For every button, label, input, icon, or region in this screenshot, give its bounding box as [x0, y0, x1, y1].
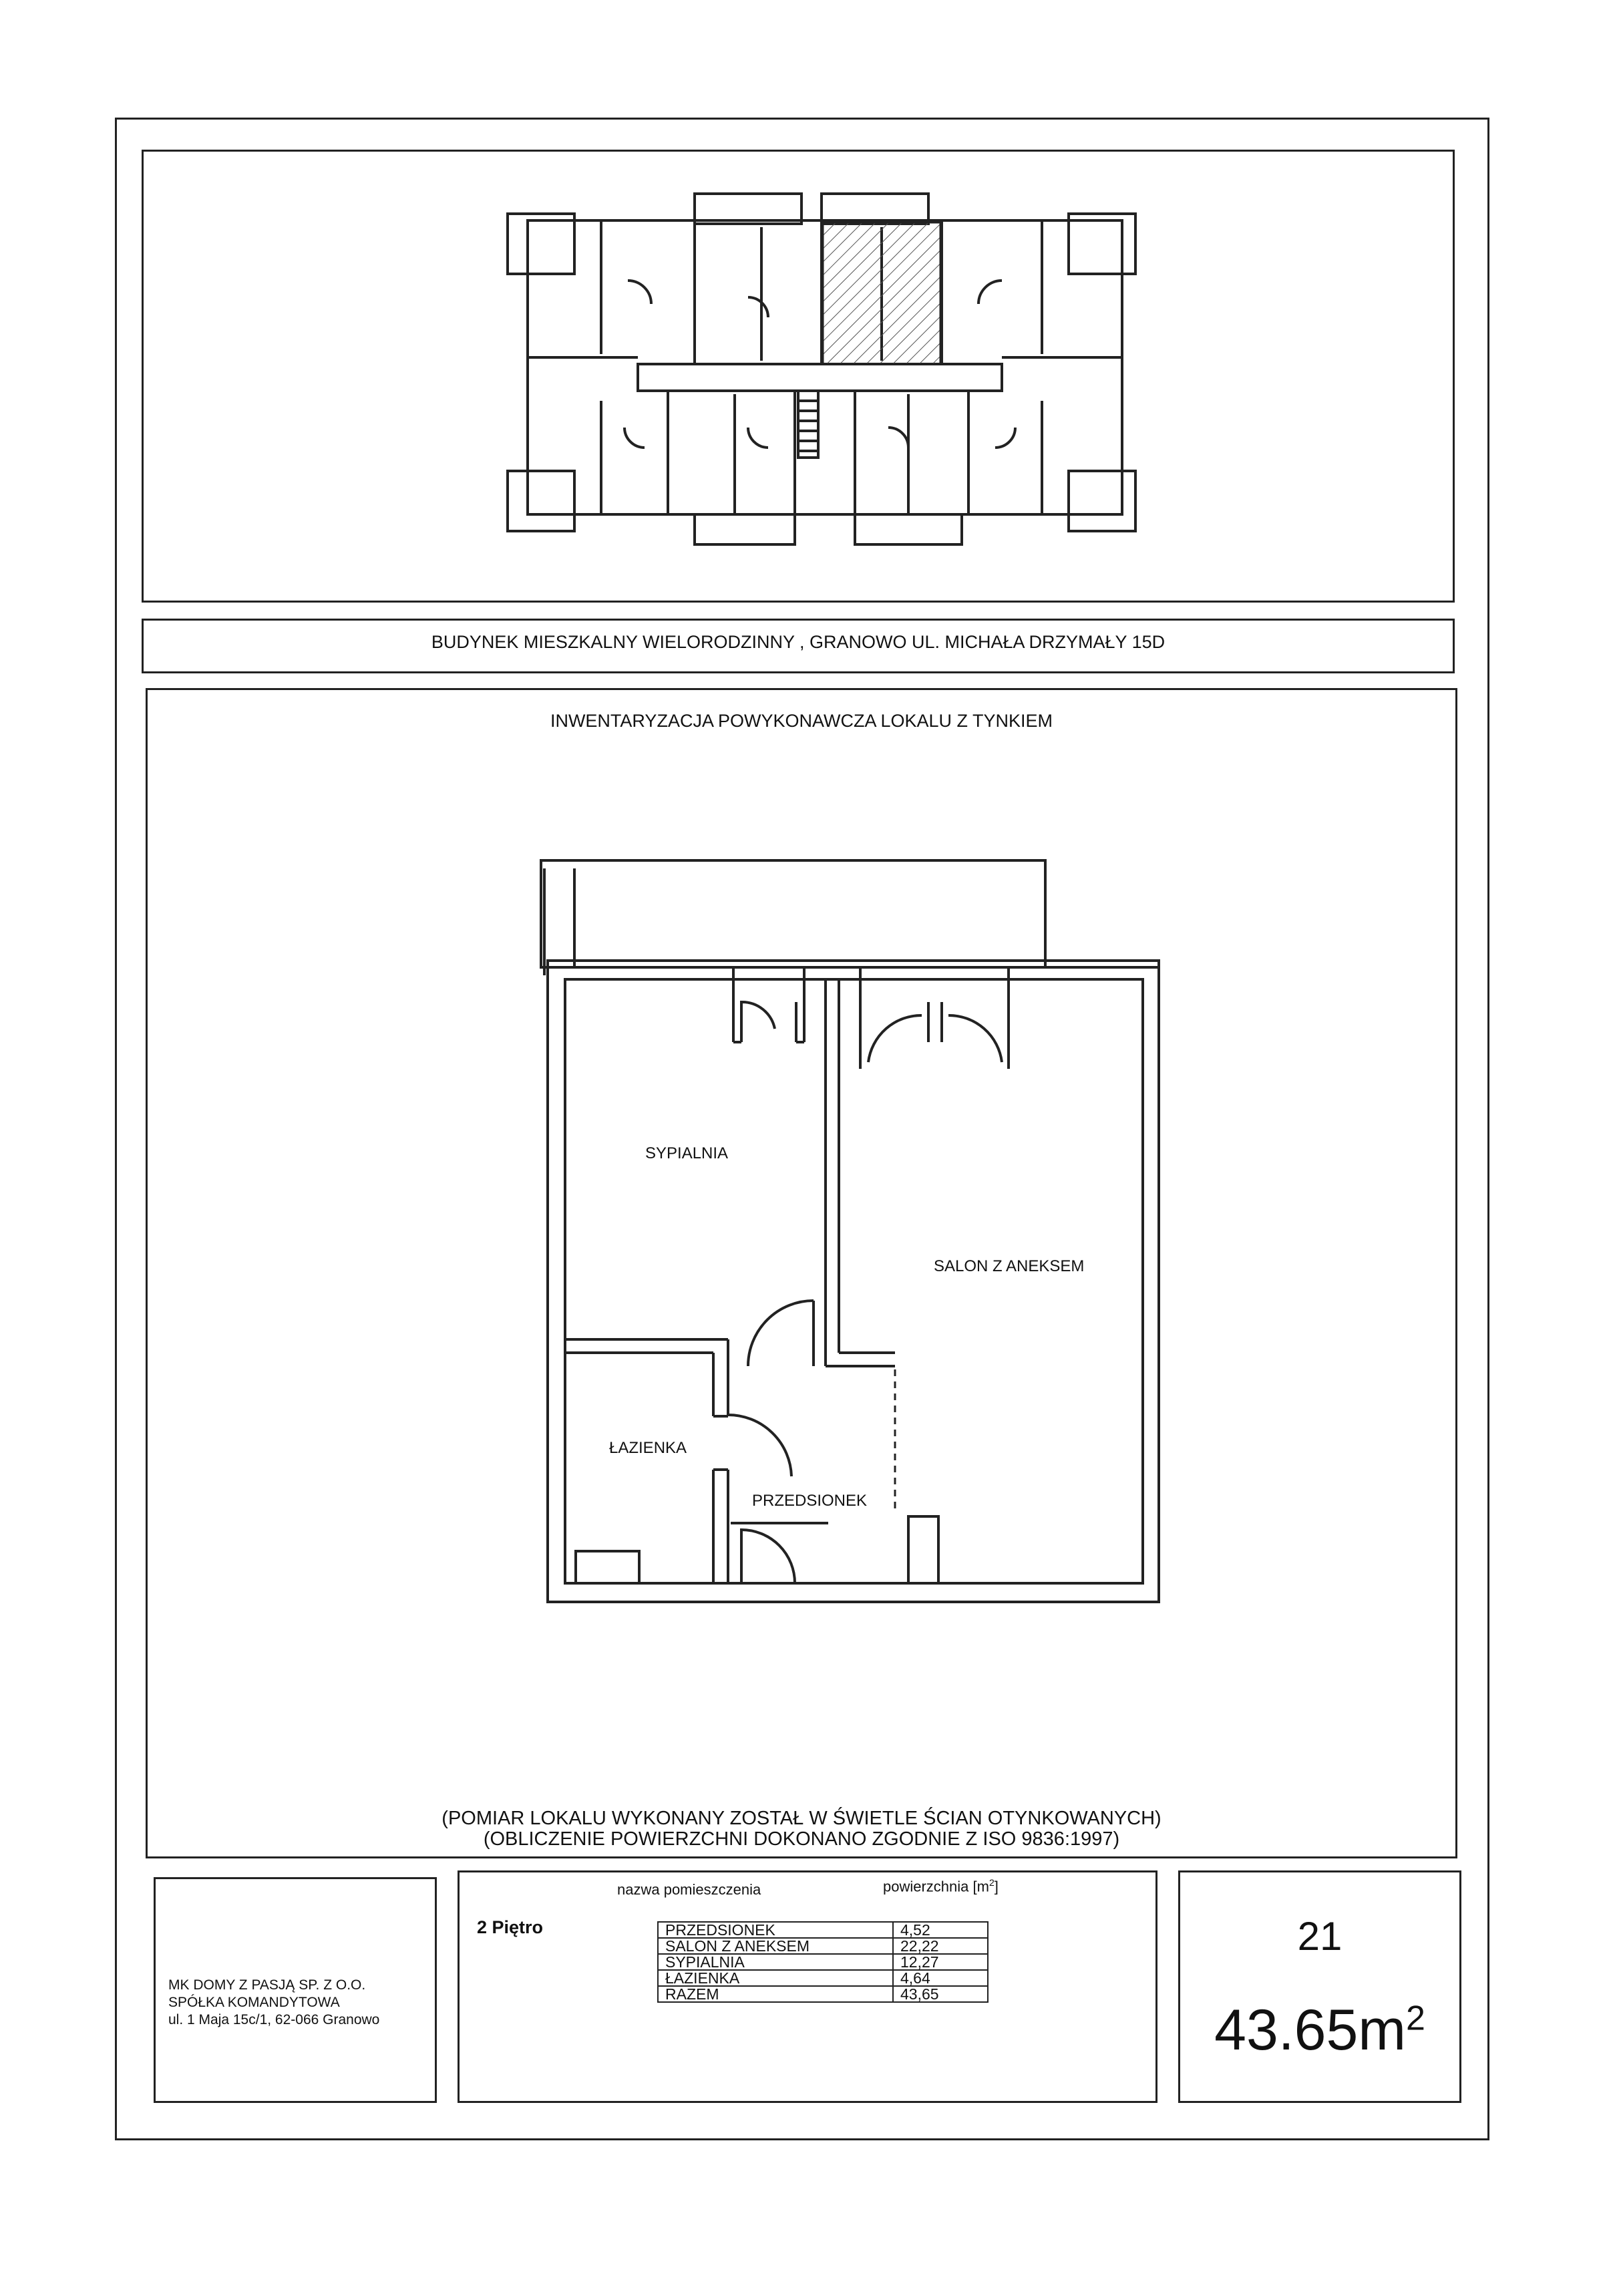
room-name: PRZEDSIONEK — [658, 1922, 893, 1938]
unit-number: 21 — [1297, 1914, 1343, 1959]
company-name: MK DOMY Z PASJĄ SP. Z O.O. — [168, 1977, 366, 1993]
building-title: BUDYNEK MIESZKALNY WIELORODZINNY , GRANOWO UL. MICHAŁA DRZYMAŁY 15D — [431, 632, 1166, 652]
measurement-note-1: (POMIAR LOKALU WYKONANY ZOSTAŁ W ŚWIETLE ŚCIAN OTYNKOWANYCH) — [441, 1808, 1161, 1829]
room-name: ŁAZIENKA — [658, 1970, 893, 1986]
company-type: SPÓŁKA KOMANDYTOWA — [168, 1995, 340, 2010]
room-label-lazienka: ŁAZIENKA — [609, 1439, 687, 1457]
col-header-area: powierzchnia $[m^2]$ — [883, 1877, 999, 1895]
room-label-salon: SALON Z ANEKSEM — [934, 1257, 1085, 1275]
table-row — [658, 1954, 988, 1970]
room-name: RAZEM — [658, 1986, 893, 2002]
plan-title: INWENTARYZACJA POWYKONAWCZA LOKALU Z TYNKIEM — [550, 711, 1053, 731]
room-area: 4,64 — [893, 1970, 988, 1986]
room-label-przedsionek: PRZEDSIONEK — [752, 1492, 868, 1510]
room-name: SYPIALNIA — [658, 1954, 893, 1970]
col-header-name: nazwa pomieszczenia — [617, 1881, 761, 1898]
room-area: 43,65 — [893, 1986, 988, 2002]
room-area: 22,22 — [893, 1938, 988, 1954]
table-row — [658, 1938, 988, 1954]
measurement-note-2: (OBLICZENIE POWIERZCHNI DOKONANO ZGODNIE Z ISO 9836:1997) — [483, 1828, 1120, 1850]
room-area: 4,52 — [893, 1922, 988, 1938]
company-address: ul. 1 Maja 15c/1, 62-066 Granowo — [168, 2012, 380, 2027]
room-label-sypialnia: SYPIALNIA — [645, 1144, 729, 1162]
room-name: SALON Z ANEKSEM — [658, 1938, 893, 1954]
room-area: 12,27 — [893, 1954, 988, 1970]
table-row — [658, 1986, 988, 2002]
table-row — [658, 1970, 988, 1986]
unit-panel — [1178, 1870, 1461, 2103]
area-table — [657, 1921, 989, 2003]
table-row — [658, 1922, 988, 1938]
floor-label: 2 Piętro — [477, 1917, 544, 1937]
unit-area: $43.65m^2$ — [1214, 1998, 1425, 2062]
